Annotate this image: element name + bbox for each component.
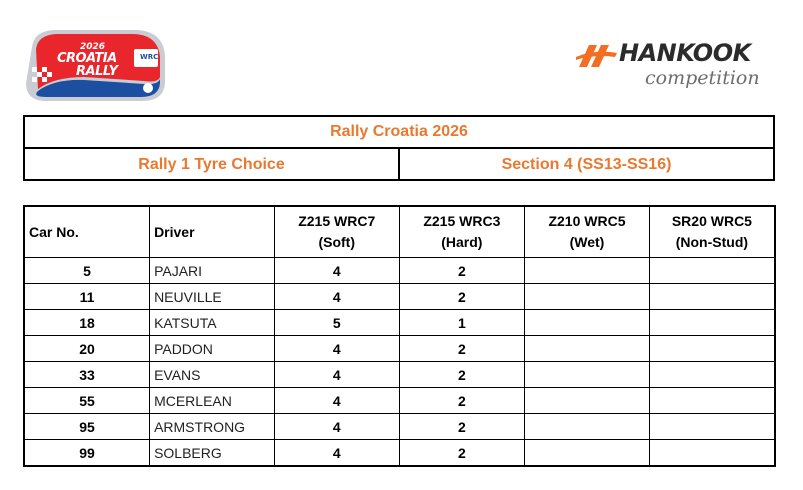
soft-count: 4 [274, 362, 399, 388]
wet-count [525, 258, 650, 284]
wet-count [525, 388, 650, 414]
col-header-non-stud: SR20 WRC5 (Non-Stud) [649, 206, 775, 258]
non-stud-count [649, 362, 775, 388]
col-header-soft: Z215 WRC7 (Soft) [274, 206, 399, 258]
soft-count: 4 [274, 284, 399, 310]
car-number: 33 [24, 362, 150, 388]
driver-name: EVANS [150, 362, 275, 388]
soft-count: 4 [274, 336, 399, 362]
hard-count: 2 [399, 388, 525, 414]
table-row [24, 362, 775, 388]
table-row [24, 388, 775, 414]
non-stud-count [649, 258, 775, 284]
hankook-wordmark: HANKOOK [619, 39, 751, 67]
driver-name: PAJARI [150, 258, 275, 284]
hankook-logo [575, 41, 775, 101]
section-heading: Section 4 (SS13-SS16) [501, 156, 672, 173]
rally-logo-year: 2026 [80, 42, 106, 52]
driver-name: SOLBERG [150, 440, 275, 467]
tyre-allocation-table [23, 205, 776, 467]
wet-count [525, 414, 650, 440]
rally-logo-line1: CROATIA [57, 51, 117, 66]
soft-count: 4 [274, 258, 399, 284]
table-header-row [24, 206, 775, 258]
driver-name: KATSUTA [150, 310, 275, 336]
wet-count [525, 362, 650, 388]
driver-name: MCERLEAN [150, 388, 275, 414]
soft-count: 5 [274, 310, 399, 336]
hard-count: 1 [399, 310, 525, 336]
soft-count: 4 [274, 414, 399, 440]
non-stud-count [649, 310, 775, 336]
non-stud-count [649, 440, 775, 467]
car-number: 5 [24, 258, 150, 284]
wet-count [525, 284, 650, 310]
hard-count: 2 [399, 284, 525, 310]
driver-name: PADDON [150, 336, 275, 362]
car-number: 11 [24, 284, 150, 310]
hard-count: 2 [399, 440, 525, 467]
wet-count [525, 336, 650, 362]
document-title: Rally Croatia 2026 [25, 117, 773, 149]
rally-croatia-logo [24, 27, 168, 103]
car-number: 99 [24, 440, 150, 467]
table-row [24, 440, 775, 467]
table-row [24, 258, 775, 284]
wrc-badge: WRC [140, 53, 159, 61]
car-number: 55 [24, 388, 150, 414]
car-number: 20 [24, 336, 150, 362]
non-stud-count [649, 388, 775, 414]
hard-count: 2 [399, 414, 525, 440]
hankook-subline: competition [645, 67, 760, 89]
header-box [23, 115, 775, 181]
rally-logo-line2: RALLY [76, 64, 118, 79]
hard-count: 2 [399, 258, 525, 284]
wet-count [525, 310, 650, 336]
table-row [24, 310, 775, 336]
table-row [24, 414, 775, 440]
hard-count: 2 [399, 362, 525, 388]
driver-name: ARMSTRONG [150, 414, 275, 440]
non-stud-count [649, 336, 775, 362]
hard-count: 2 [399, 336, 525, 362]
non-stud-count [649, 284, 775, 310]
table-row [24, 336, 775, 362]
soft-count: 4 [274, 388, 399, 414]
col-header-car-no: Car No. [24, 206, 150, 258]
non-stud-count [649, 414, 775, 440]
tyre-choice-heading: Rally 1 Tyre Choice [25, 149, 400, 181]
hankook-h-mark-icon [575, 43, 619, 69]
car-number: 18 [24, 310, 150, 336]
table-row [24, 284, 775, 310]
wet-count [525, 440, 650, 467]
col-header-wet: Z210 WRC5 (Wet) [525, 206, 650, 258]
driver-name: NEUVILLE [150, 284, 275, 310]
col-header-hard: Z215 WRC3 (Hard) [399, 206, 525, 258]
soft-count: 4 [274, 440, 399, 467]
col-header-driver: Driver [150, 206, 275, 258]
car-number: 95 [24, 414, 150, 440]
